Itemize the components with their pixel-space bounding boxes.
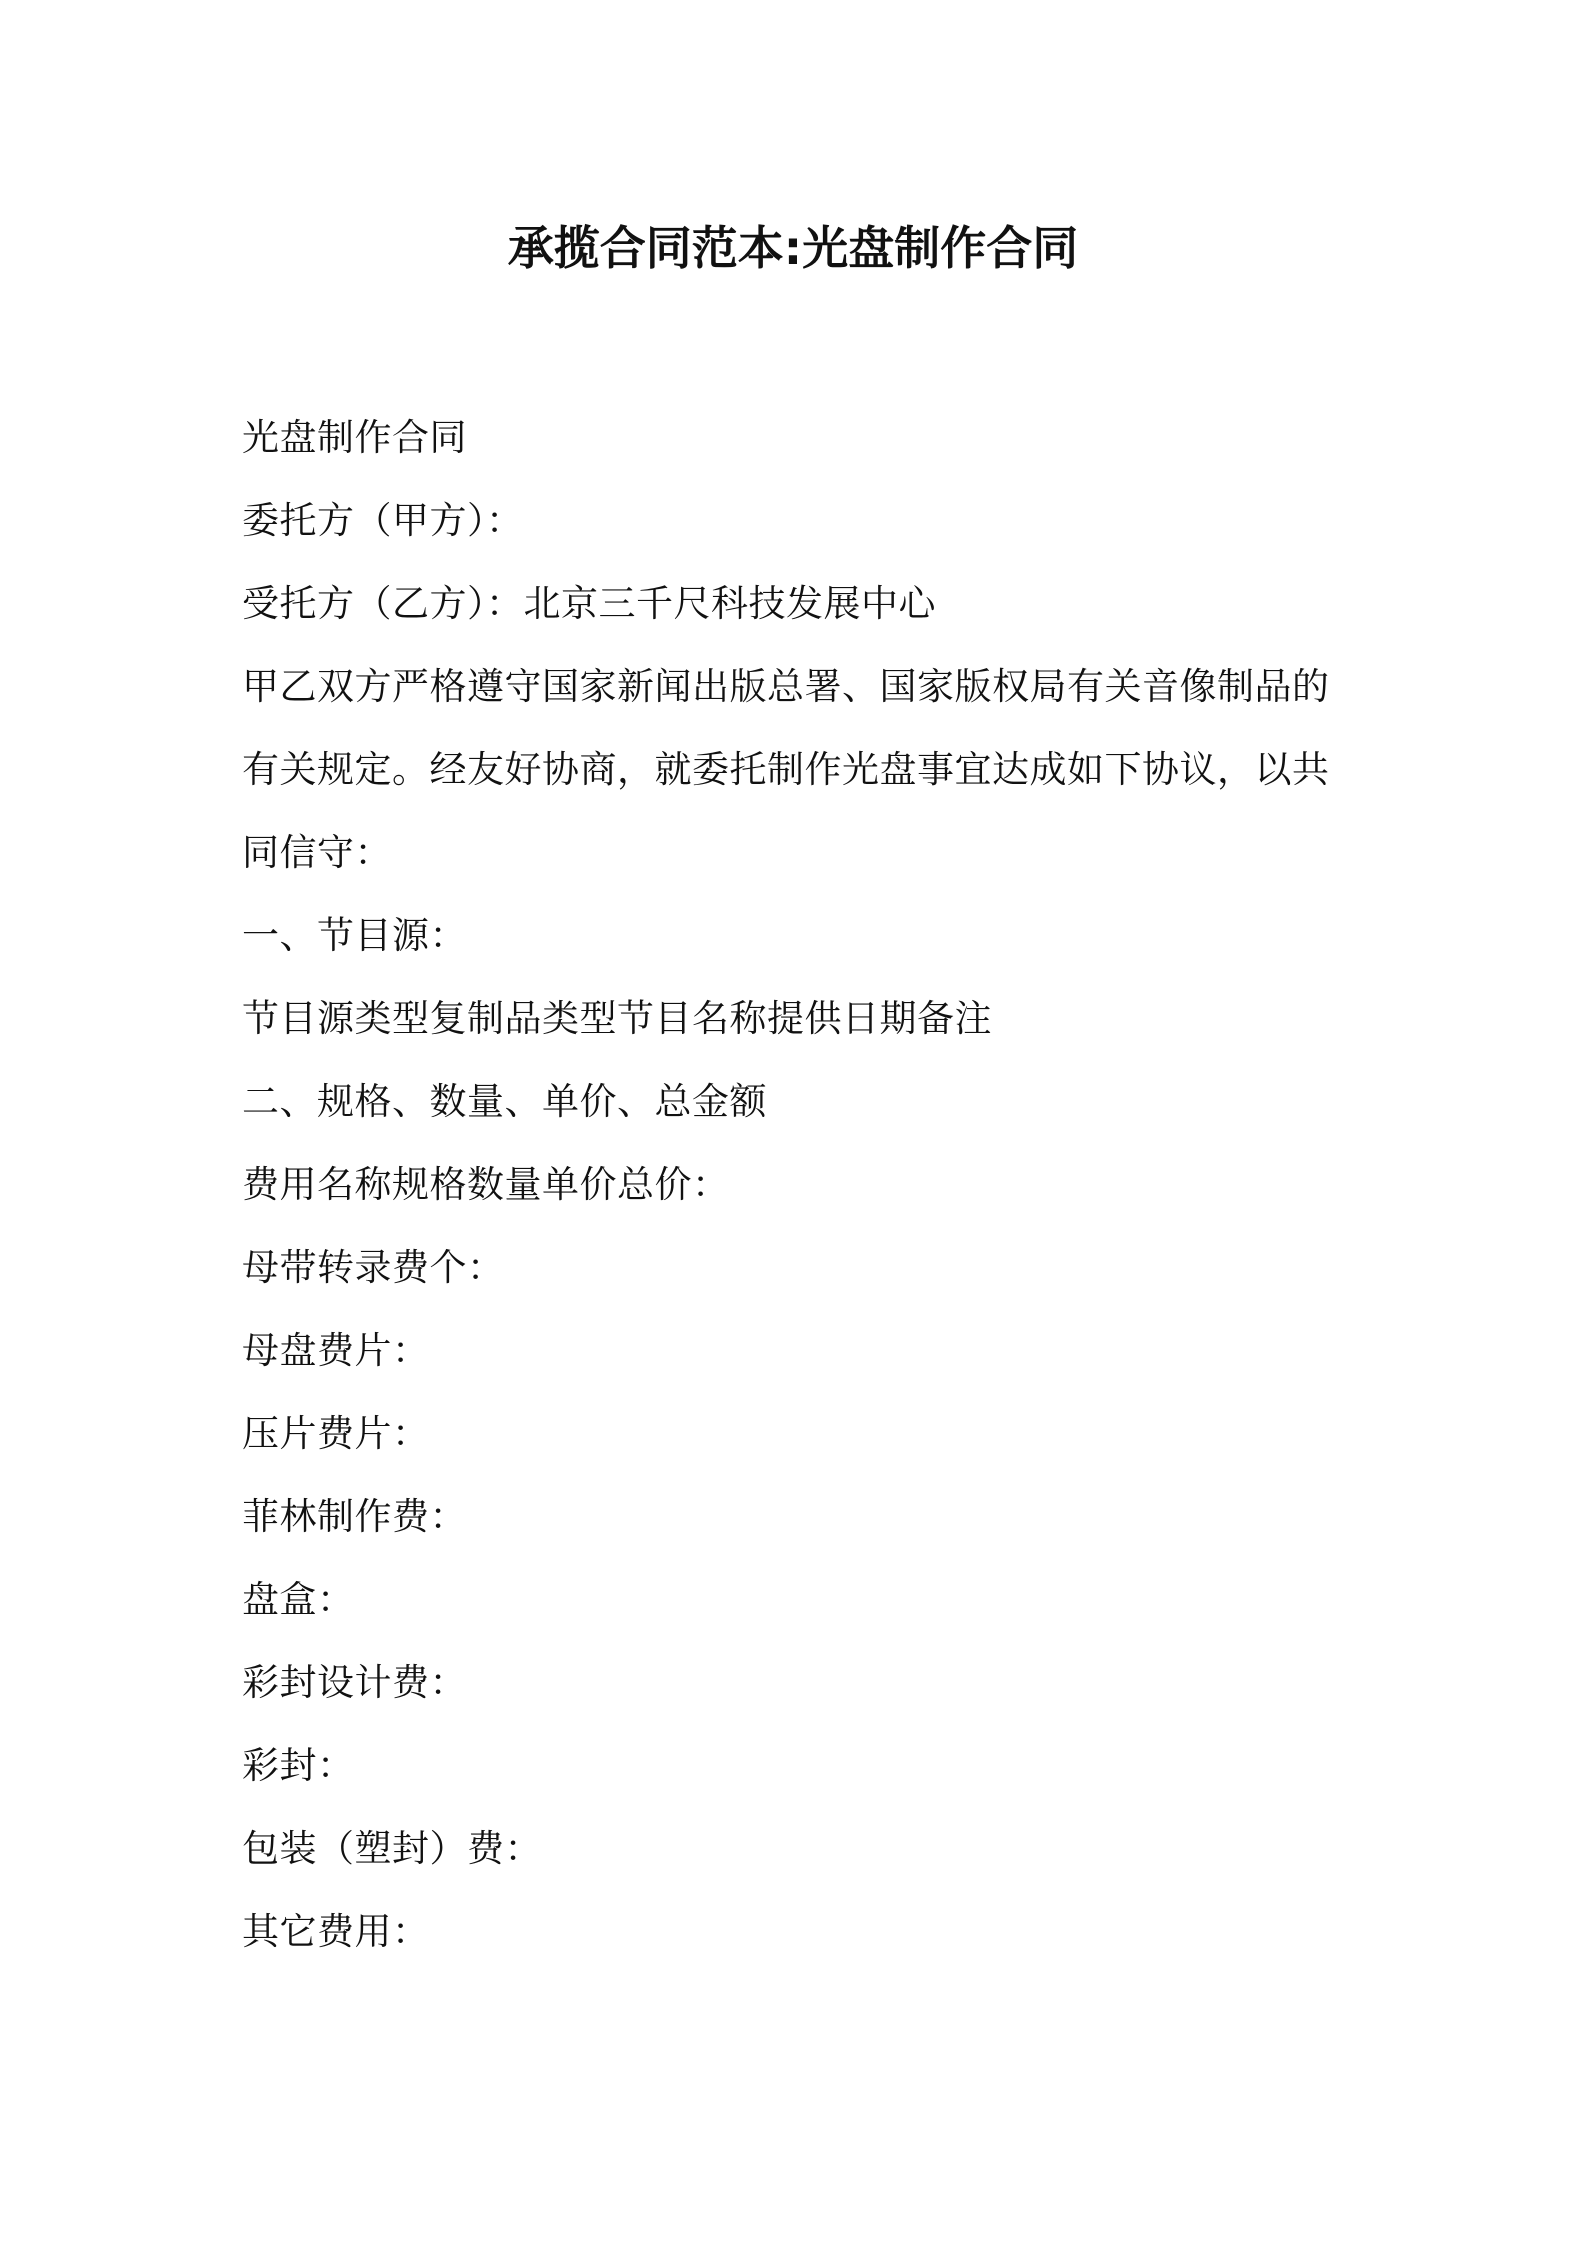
fee-item: 菲林制作费：: [242, 1495, 467, 1538]
intro-paragraph: 甲乙双方严格遵守国家新闻出版总署、国家版权局有关音像制品的有关规定。经友好协商，就委托制作光盘事宜达成如下协议，以共同信守：: [242, 665, 1330, 874]
fee-item: 包装（塑封）费：: [242, 1827, 542, 1870]
fee-item: 母带转录费个：: [242, 1246, 505, 1289]
fee-item: 盘盒：: [242, 1578, 355, 1621]
fee-item: 彩封设计费：: [242, 1661, 467, 1704]
fee-item: 压片费片：: [242, 1412, 430, 1455]
party-a-line: 委托方（甲方）：: [242, 499, 524, 542]
fee-item: 母盘费片：: [242, 1329, 430, 1372]
program-source-columns: 节目源类型复制品类型节目名称提供日期备注: [242, 997, 992, 1040]
fee-item: 其它费用：: [242, 1910, 430, 1953]
contract-name: 光盘制作合同: [242, 416, 467, 459]
fee-item: 彩封：: [242, 1744, 355, 1787]
fee-columns: 费用名称规格数量单价总价：: [242, 1163, 730, 1206]
section-specs-pricing: 二、规格、数量、单价、总金额: [242, 1080, 767, 1123]
section-program-source: 一、节目源：: [242, 914, 467, 957]
party-b-line: 受托方（乙方）：北京三千尺科技发展中心: [242, 582, 936, 625]
document-body: [242, 396, 1352, 1973]
document-title: 承揽合同范本:光盘制作合同: [507, 221, 1079, 275]
